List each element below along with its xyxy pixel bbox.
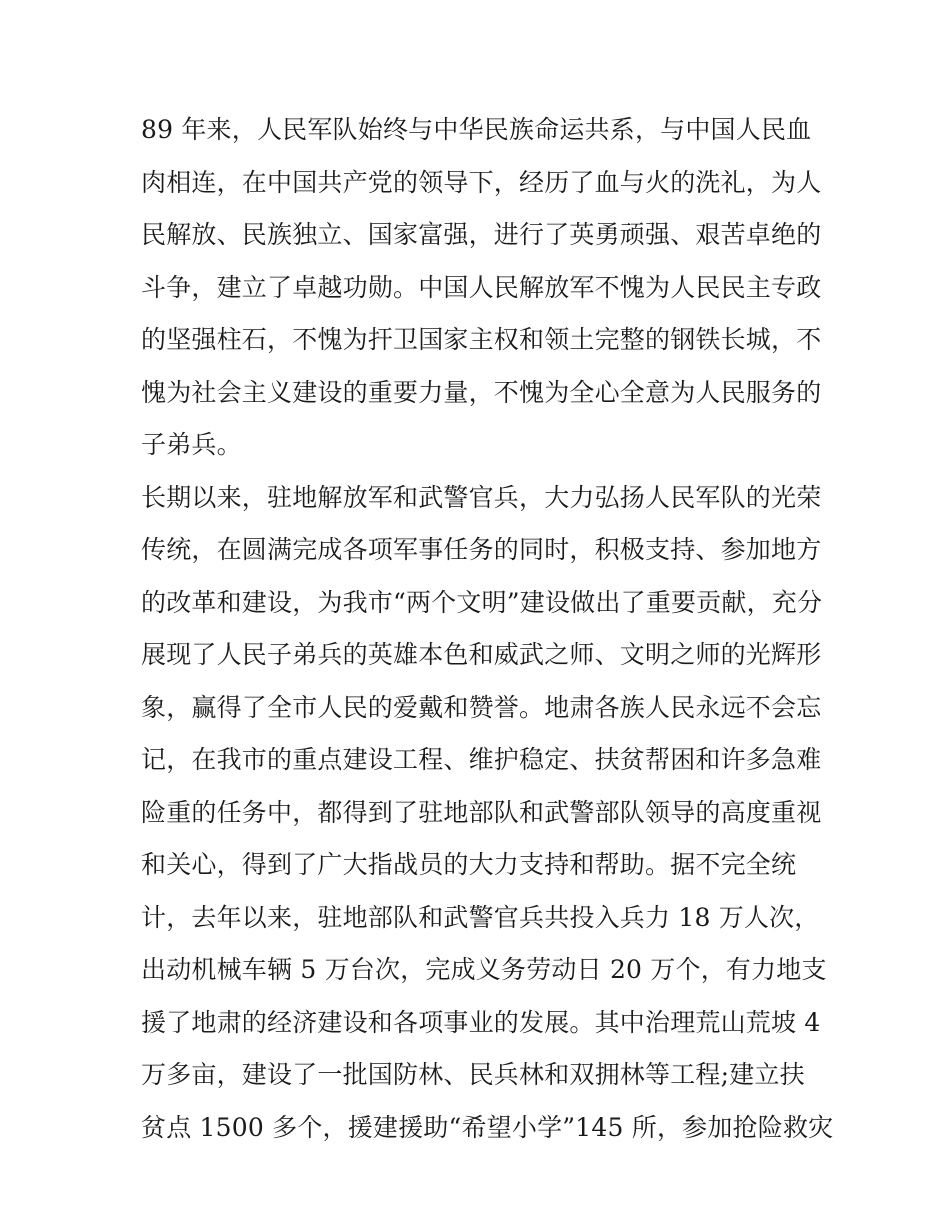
- text-line: 传统，在圆满完成各项军事任务的同时，积极支持、参加地方: [141, 535, 822, 564]
- text-line: 计，去年以来，驻地部队和武警官兵共投入兵力 18 万人次，: [141, 903, 820, 932]
- text-line: 险重的任务中，都得到了驻地部队和武警部队领导的高度重视: [141, 798, 822, 827]
- text-line: 子弟兵。: [141, 430, 242, 459]
- text-line: 斗争，建立了卓越功勋。中国人民解放军不愧为人民民主专政: [141, 273, 822, 302]
- text-line: 出动机械车辆 5 万台次，完成义务劳动日 20 万个，有力地支: [141, 955, 827, 984]
- text-line: 愧为社会主义建设的重要力量，不愧为全心全意为人民服务的: [141, 378, 822, 407]
- text-line: 民解放、民族独立、国家富强，进行了英勇顽强、艰苦卓绝的: [141, 220, 822, 249]
- text-line: 万多亩，建设了一批国防林、民兵林和双拥林等工程;建立扶: [141, 1060, 805, 1089]
- text-line: 的改革和建设，为我市“两个文明”建设做出了重要贡献，充分: [141, 588, 823, 617]
- text-line: 长期以来，驻地解放军和武警官兵，大力弘扬人民军队的光荣: [141, 483, 822, 512]
- text-line: 象，赢得了全市人民的爱戴和赞誉。地肃各族人民永远不会忘: [141, 693, 822, 722]
- text-line: 肉相连，在中国共产党的领导下，经历了血与火的洗礼，为人: [141, 168, 822, 197]
- text-line: 89 年来，人民军队始终与中华民族命运共系，与中国人民血: [141, 115, 812, 144]
- text-line: 记，在我市的重点建设工程、维护稳定、扶贫帮困和许多急难: [141, 745, 822, 774]
- text-line: 的坚强柱石，不愧为扞卫国家主权和领土完整的钢铁长城，不: [141, 325, 822, 354]
- text-line: 贫点 1500 多个，援建援助“希望小学”145 所，参加抢险救灾: [141, 1113, 834, 1142]
- text-line: 展现了人民子弟兵的英雄本色和威武之师、文明之师的光辉形: [141, 640, 822, 669]
- text-line: 和关心，得到了广大指战员的大力支持和帮助。据不完全统: [141, 850, 797, 879]
- text-line: 援了地肃的经济建设和各项事业的发展。其中治理荒山荒坡 4: [141, 1008, 821, 1037]
